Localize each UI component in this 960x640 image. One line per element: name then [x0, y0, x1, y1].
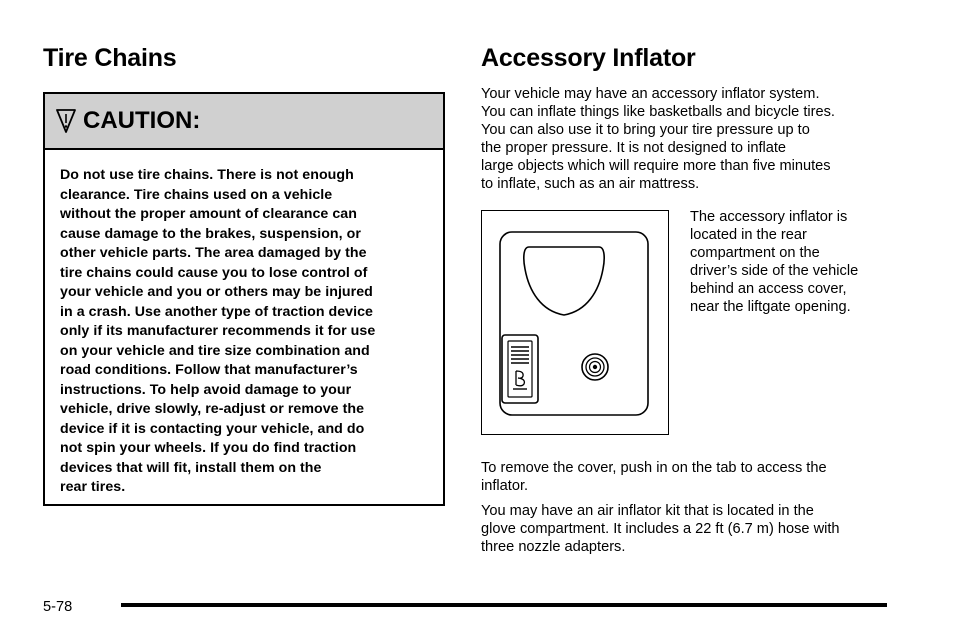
text-line: glove compartment. It includes a 22 ft (6.7 m) hose with: [481, 521, 840, 537]
caution-line: clearance. Tire chains used on a vehicle: [60, 186, 333, 203]
section-title-tire-chains: Tire Chains: [43, 44, 177, 72]
section-title-accessory-inflator: Accessory Inflator: [481, 44, 696, 72]
caution-line: only if its manufacturer recommends it for use: [60, 323, 376, 339]
location-paragraph: [690, 208, 858, 316]
text-line: You can inflate things like basketballs and bicycle tires.: [481, 104, 835, 120]
caution-line: not spin your wheels. If you do find traction: [60, 440, 357, 456]
caution-line: device if it is contacting your vehicle, and do: [60, 420, 365, 437]
caution-triangle-icon: [54, 107, 78, 135]
caution-line: Do not use tire chains. There is not enough: [60, 167, 354, 183]
air-valve-icon: [582, 354, 608, 380]
caution-line: without the proper amount of clearance can: [60, 206, 357, 222]
text-line: located in the rear: [690, 227, 807, 243]
text-line: behind an access cover,: [690, 281, 847, 297]
caution-text: [60, 166, 375, 498]
text-line: large objects which will require more than five minutes: [481, 158, 831, 174]
cover-removal-paragraph: [481, 459, 827, 495]
text-line: You may have an air inflator kit that is located in the: [481, 503, 814, 519]
caution-line: your vehicle and you or others may be injured: [60, 284, 373, 300]
page-number: 5-78: [43, 599, 73, 615]
access-panel: [500, 232, 648, 415]
caution-line: vehicle, drive slowly, re-adjust or remove the: [60, 401, 365, 417]
caution-line: tire chains could cause you to lose control of: [60, 264, 368, 281]
caution-line: rear tires.: [60, 479, 126, 495]
text-line: near the liftgate opening.: [690, 299, 851, 315]
caution-header: [45, 94, 443, 150]
caution-line: devices that will fit, install them on the: [60, 459, 322, 476]
caution-line: in a crash. Use another type of traction device: [60, 303, 373, 320]
text-line: inflator.: [481, 478, 529, 494]
caution-line: on your vehicle and tire size combination and: [60, 342, 370, 359]
text-line: Your vehicle may have an accessory inflator system.: [481, 86, 820, 102]
footer-rule: [121, 603, 887, 607]
caution-title: CAUTION:: [83, 107, 201, 134]
access-cover-tab: [524, 247, 604, 315]
text-line: compartment on the: [690, 245, 820, 261]
text-line: To remove the cover, push in on the tab to access the: [481, 460, 827, 476]
intro-paragraph: [481, 85, 835, 193]
text-line: driver’s side of the vehicle: [690, 263, 859, 279]
inflator-illustration: [481, 210, 669, 435]
text-line: The accessory inflator is: [690, 209, 848, 225]
caution-line: instructions. To help avoid damage to your: [60, 381, 352, 398]
caution-line: other vehicle parts. The area damaged by the: [60, 245, 367, 261]
text-line: the proper pressure. It is not designed to inflate: [481, 140, 787, 156]
text-line: to inflate, such as an air mattress.: [481, 176, 700, 192]
caution-line: road conditions. Follow that manufacturer’s: [60, 362, 358, 378]
text-line: You can also use it to bring your tire pressure up to: [481, 122, 810, 138]
caution-box: [43, 92, 445, 506]
inflator-kit-paragraph: [481, 502, 840, 556]
caution-line: cause damage to the brakes, suspension, or: [60, 225, 361, 242]
inflator-switch-icon: [502, 335, 538, 403]
text-line: three nozzle adapters.: [481, 539, 626, 555]
